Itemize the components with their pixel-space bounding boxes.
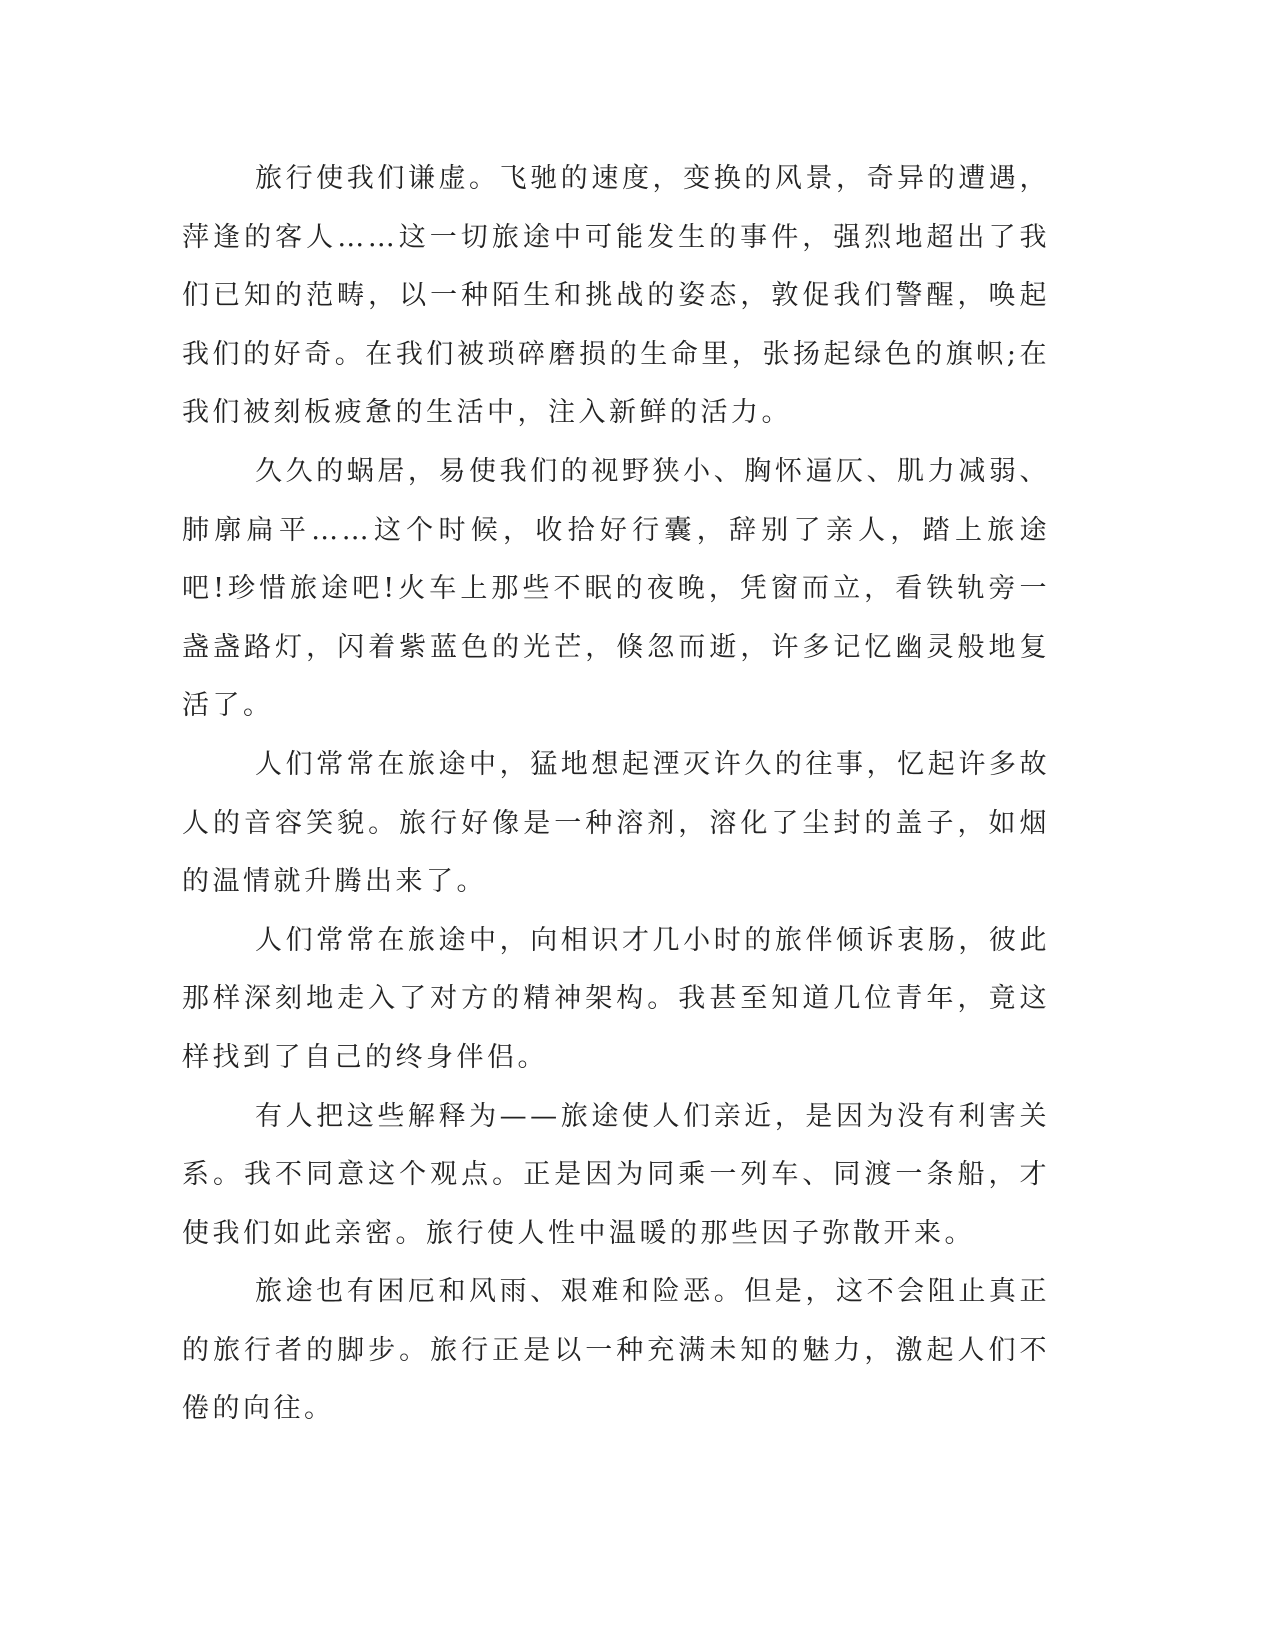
paragraph-2: 久久的蜗居，易使我们的视野狭小、胸怀逼仄、肌力减弱、肺廓扁平……这个时候，收拾好行囊，辞别了亲人，踏上旅途吧!珍惜旅途吧!火车上那些不眠的夜晚，凭窗而立，看铁轨旁一盏盏路灯，闪着紫蓝色的光芒，倏忽而逝，许多记忆幽灵般地复活了。 <box>182 455 1050 722</box>
article-body <box>182 150 1050 1439</box>
paragraph-3: 人们常常在旅途中，猛地想起湮灭许久的往事，忆起许多故人的音容笑貌。旅行好像是一种溶剂，溶化了尘封的盖子，如烟的温情就升腾出来了。 <box>182 748 1050 898</box>
paragraph-5: 有人把这些解释为——旅途使人们亲近，是因为没有利害关系。我不同意这个观点。正是因为同乘一列车、同渡一条船，才使我们如此亲密。旅行使人性中温暖的那些因子弥散开来。 <box>182 1100 1050 1249</box>
paragraph-6: 旅途也有困厄和风雨、艰难和险恶。但是，这不会阻止真正的旅行者的脚步。旅行正是以一种充满未知的魅力，激起人们不倦的向往。 <box>182 1276 1050 1425</box>
paragraph-4: 人们常常在旅途中，向相识才几小时的旅伴倾诉衷肠，彼此那样深刻地走入了对方的精神架构。我甚至知道几位青年，竟这样找到了自己的终身伴侣。 <box>182 924 1050 1073</box>
paragraph-1: 旅行使我们谦虚。飞驰的速度，变换的风景，奇异的遭遇，萍逢的客人……这一切旅途中可能发生的事件，强烈地超出了我们已知的范畴，以一种陌生和挑战的姿态，敦促我们警醒，唤起我们的好奇。在我们被琐碎磨损的生命里，张扬起绿色的旗帜;在我们被刻板疲惫的生活中，注入新鲜的活力。 <box>182 163 1050 429</box>
